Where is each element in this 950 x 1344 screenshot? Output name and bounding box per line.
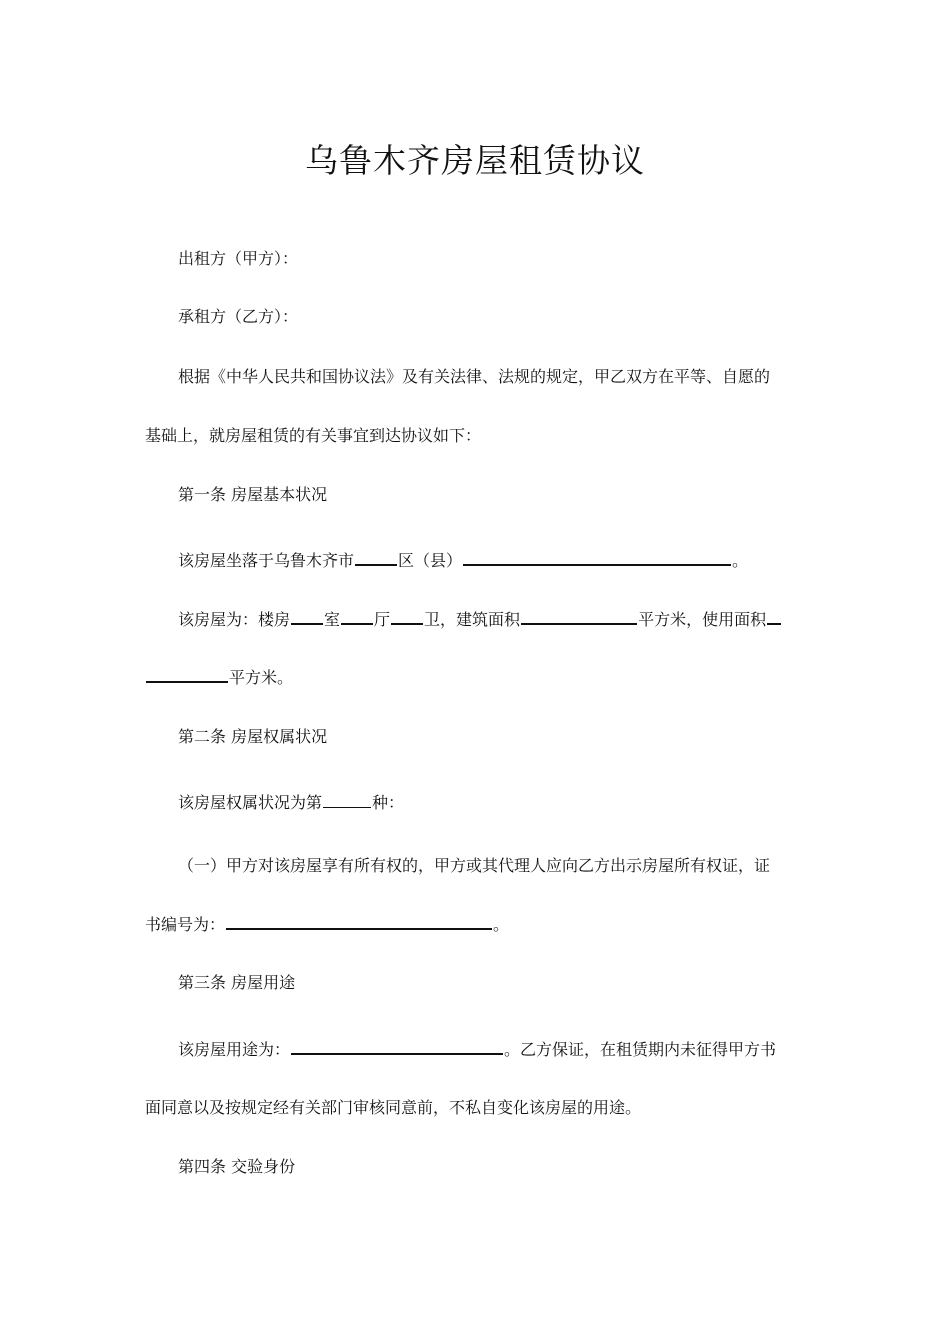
preamble-line-1: 根据《中华人民共和国协议法》及有关法律、法规的规定，甲乙双方在平等、自愿的: [178, 367, 771, 386]
status-blank: [323, 793, 371, 808]
case-1-line-1: （一）甲方对该房屋享有所有权的，甲方或其代理人应向乙方出示房屋所有权证，证: [178, 856, 771, 875]
usable-area-blank: [146, 667, 228, 683]
usable-area-line: [145, 667, 805, 689]
article-1-heading: 第一条 房屋基本状况: [178, 485, 328, 504]
hall-count-blank: [341, 609, 373, 625]
lessee-line: 承租方（乙方）：: [178, 307, 299, 326]
usable-area-blank-start: [767, 609, 781, 625]
article-2-heading: 第二条 房屋权属状况: [178, 727, 328, 746]
ownership-status-line: [178, 792, 838, 814]
use-prefix: 该房屋用途为：: [178, 1040, 291, 1059]
location-prefix: 该房屋坐落于乌鲁木齐市: [178, 551, 355, 570]
bath-unit: 卫，建筑面积: [424, 610, 521, 629]
hall-unit: 厅: [374, 610, 391, 629]
district-blank: [355, 550, 397, 566]
address-blank: [463, 550, 731, 566]
status-prefix: 该房屋权属状况为第: [178, 793, 323, 812]
house-use-line: [178, 1039, 838, 1061]
preamble-line-2: 基础上，就房屋租赁的有关事宜到达协议如下：: [145, 426, 482, 445]
use-suffix: 。乙方保证，在租赁期内未征得甲方书: [504, 1040, 777, 1059]
building-area-blank: [521, 609, 637, 625]
certificate-prefix: 书编号为：: [145, 915, 226, 934]
location-end: 。: [732, 551, 749, 570]
certificate-end: 。: [493, 915, 510, 934]
case-1-line-2: [145, 914, 805, 936]
certificate-number-blank: [226, 914, 492, 930]
lessor-line: 出租方（甲方）：: [178, 249, 299, 268]
document-title: 乌鲁木齐房屋租赁协议: [305, 141, 645, 180]
house-type-prefix: 该房屋为：楼房: [178, 610, 291, 629]
area-unit: 平方米，使用面积: [638, 610, 767, 629]
location-mid: 区（县）: [398, 551, 463, 570]
usable-area-unit: 平方米。: [229, 668, 294, 687]
house-use-blank: [291, 1039, 503, 1055]
article-4-heading: 第四条 交验身份: [178, 1157, 296, 1176]
bath-count-blank: [391, 609, 423, 625]
status-suffix: 种：: [372, 793, 405, 812]
room-unit: 室: [324, 610, 341, 629]
house-use-line-2: 面同意以及按规定经有关部门审核同意前，不私自变化该房屋的用途。: [145, 1098, 642, 1117]
article-3-heading: 第三条 房屋用途: [178, 973, 296, 992]
house-type-line: [178, 609, 838, 631]
room-count-blank: [291, 609, 323, 625]
location-line: [178, 550, 838, 572]
